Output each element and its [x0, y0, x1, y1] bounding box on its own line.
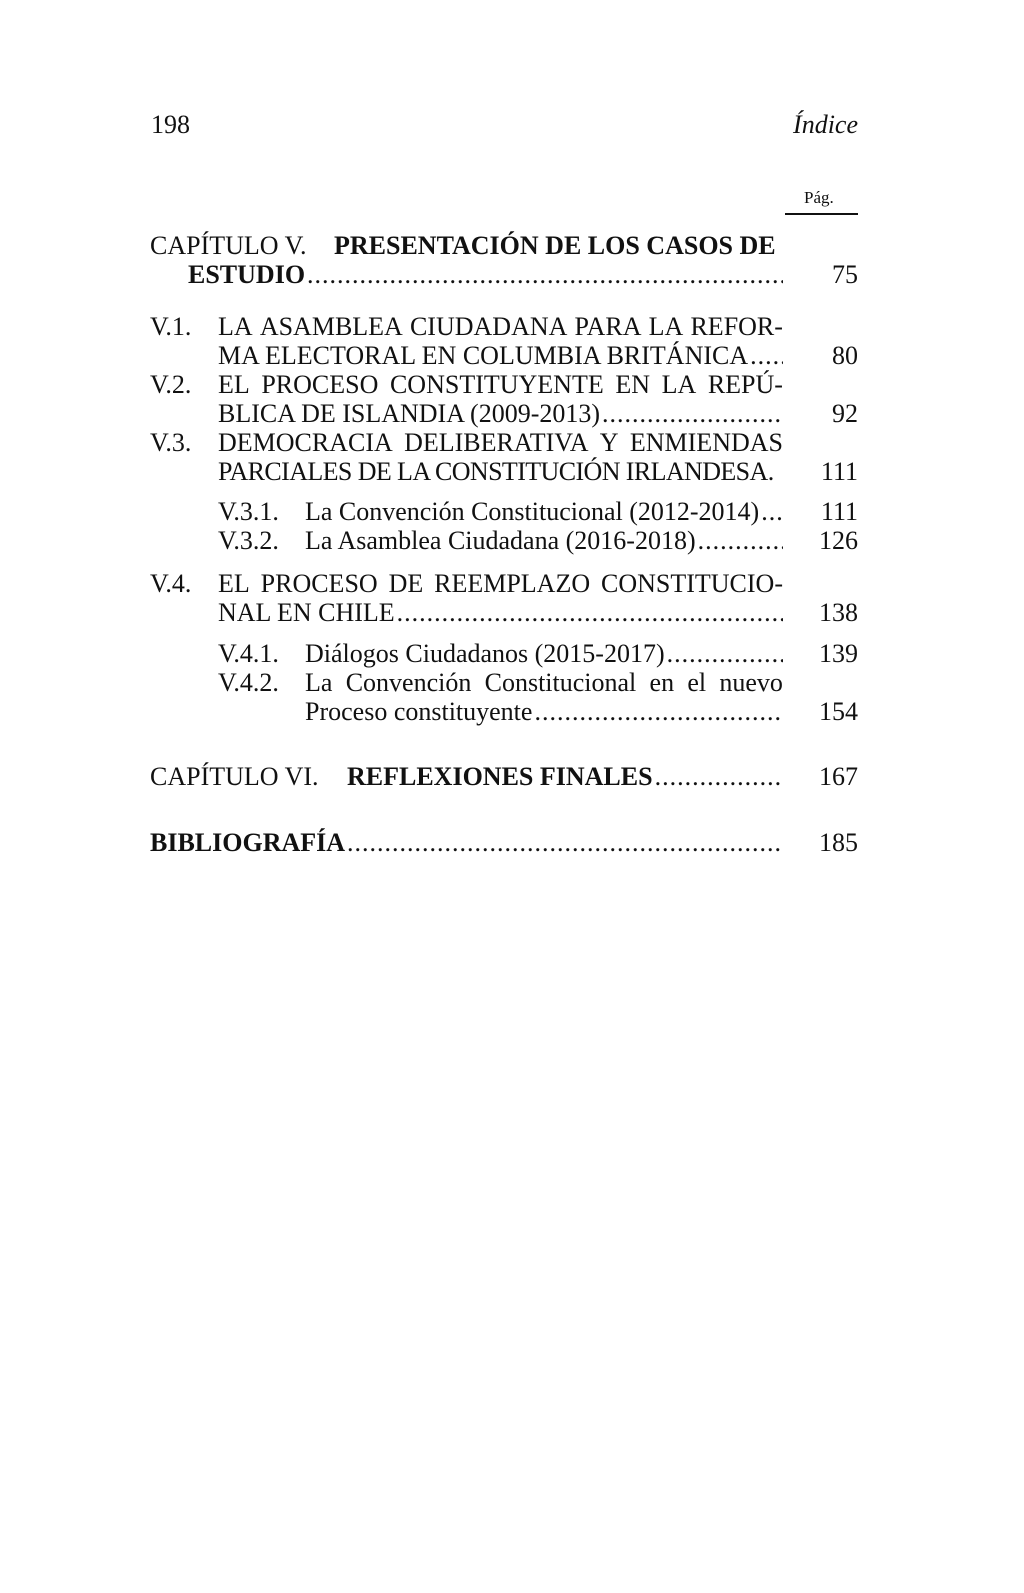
leader-dots [534, 697, 783, 727]
section-v2-line2-text: BLICA DE ISLANDIA (2009-2013) [218, 399, 601, 428]
leader-dots [655, 762, 783, 792]
word: nuevo [719, 668, 783, 697]
word: LA [218, 312, 253, 341]
chapter-6-label: CAPÍTULO VI. [150, 762, 319, 791]
word: en [649, 668, 675, 697]
running-title: Índice [793, 110, 858, 139]
section-v4-line2-text: NAL EN CHILE [218, 598, 395, 627]
subsection-v42-line2-text: Proceso constituyente [305, 697, 533, 726]
word: Constitucional [484, 668, 637, 697]
subsection-v41-number: V.4.1. [218, 639, 279, 668]
word: LA [648, 312, 684, 341]
word: el [687, 668, 707, 697]
section-v1-line2-text: MA ELECTORAL EN COLUMBIA BRITÁNICA [218, 341, 749, 370]
word: REPÚ- [707, 370, 783, 399]
subsection-v31-title-text: La Convención Constitucional (2012-2014) [305, 497, 760, 526]
section-v1-number: V.1. [150, 312, 192, 341]
word: EL [218, 569, 250, 598]
section-v2-number: V.2. [150, 370, 192, 399]
leader-dots [307, 260, 783, 290]
subsection-v31-title [305, 497, 783, 527]
subsection-v42-page: 154 [819, 697, 858, 726]
bibliography-entry [150, 828, 783, 858]
section-v3-line2: PARCIALES DE LA CONSTITUCIÓN IRLANDESA. [218, 457, 774, 486]
subsection-v32-title-text: La Asamblea Ciudadana (2016-2018) [305, 526, 696, 555]
subsection-v31-number: V.3.1. [218, 497, 279, 526]
word: ASAMBLEA [259, 312, 403, 341]
word: PARA [574, 312, 642, 341]
leader-dots [397, 598, 783, 628]
leader-dots [602, 399, 783, 429]
page-number: 198 [151, 110, 190, 139]
word: CIUDADANA [409, 312, 568, 341]
subsection-v41-title-text: Diálogos Ciudadanos (2015-2017) [305, 639, 665, 668]
subsection-v42-line1 [305, 668, 783, 698]
page-column-label: Pág. [804, 188, 834, 207]
word: PROCESO [260, 569, 378, 598]
section-v3-line1 [218, 428, 783, 458]
section-v1-line2 [218, 341, 783, 371]
section-v2-line1 [218, 370, 783, 400]
page-column-rule [785, 213, 858, 215]
section-v2-line2 [218, 399, 783, 429]
chapter-5-title-line2-text: ESTUDIO [188, 260, 306, 289]
subsection-v42-number: V.4.2. [218, 668, 279, 697]
word: ENMIENDAS [629, 428, 783, 457]
word: DELIBERATIVA [404, 428, 589, 457]
subsection-v41-title [305, 639, 783, 669]
chapter-6-title-text: REFLEXIONES FINALES [347, 762, 653, 791]
subsection-v32-number: V.3.2. [218, 526, 279, 555]
bibliography-title: BIBLIOGRAFÍA [150, 828, 346, 857]
word: EL [218, 370, 250, 399]
subsection-v32-title [305, 526, 783, 556]
chapter-5-title-line2 [188, 260, 783, 290]
section-v3-number: V.3. [150, 428, 192, 457]
subsection-v42-line2 [305, 697, 783, 727]
section-v4-page: 138 [819, 598, 858, 627]
subsection-v41-page: 139 [819, 639, 858, 668]
word: Convención [345, 668, 472, 697]
word: Y [599, 428, 619, 457]
word: EN [615, 370, 650, 399]
word: PROCESO [261, 370, 379, 399]
section-v4-line1 [218, 569, 783, 599]
chapter-5-title-line1: PRESENTACIÓN DE LOS CASOS DE [334, 231, 776, 260]
word: DEMOCRACIA [218, 428, 393, 457]
section-v4-line2 [218, 598, 783, 628]
leader-dots [667, 639, 783, 669]
word: REEMPLAZO [434, 569, 591, 598]
subsection-v31-page: 111 [820, 497, 858, 526]
chapter-5-label: CAPÍTULO V. [150, 231, 307, 260]
section-v1-line1 [218, 312, 783, 342]
chapter-6-title [347, 762, 783, 792]
word: CONSTITUCIO- [600, 569, 783, 598]
word: REFOR- [690, 312, 783, 341]
word: La [305, 668, 333, 697]
bibliography-page: 185 [819, 828, 858, 857]
chapter-6-page: 167 [819, 762, 858, 791]
word: DE [388, 569, 424, 598]
word: LA [661, 370, 697, 399]
subsection-v32-page: 126 [819, 526, 858, 555]
section-v4-number: V.4. [150, 569, 192, 598]
word: CONSTITUYENTE [389, 370, 604, 399]
section-v1-page: 80 [832, 341, 858, 370]
leader-dots [698, 526, 783, 556]
section-v2-page: 92 [832, 399, 858, 428]
section-v3-page: 111 [820, 457, 858, 486]
chapter-5-page: 75 [832, 260, 858, 289]
leader-dots [347, 828, 783, 858]
